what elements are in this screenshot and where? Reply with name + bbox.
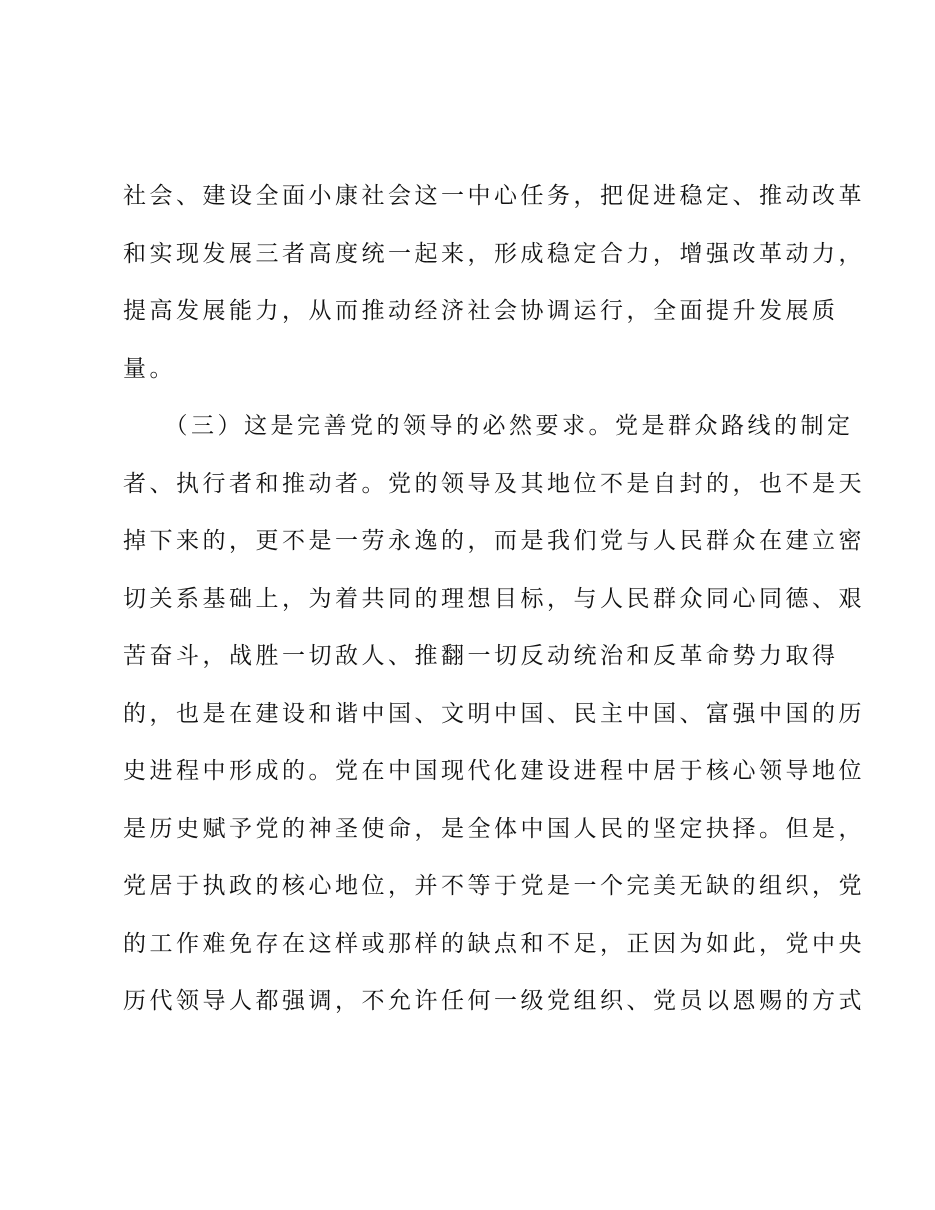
text-line: 提高发展能力，从而推动经济社会协调运行，全面提升发展质 <box>123 298 839 324</box>
text-line: 的，也是在建设和谐中国、文明中国、民主中国、富强中国的历 <box>123 700 865 727</box>
text-line: 历代领导人都强调，不允许任何一级党组织、党员以恩赐的方式 <box>123 988 865 1014</box>
text-line: 切关系基础上，为着共同的理想目标，与人民群众同心同德、艰 <box>123 585 865 612</box>
text-line: 党居于执政的核心地位，并不等于党是一个完美无缺的组织，党 <box>123 873 865 899</box>
section-heading-line: （三）这是完善党的领导的必然要求。党是群众路线的制定 <box>123 413 854 439</box>
text-line: 苦奋斗，战胜一切敌人、推翻一切反动统治和反革命势力取得 <box>123 643 839 669</box>
text-line: 者、执行者和推动者。党的领导及其地位不是自封的，也不是天 <box>123 470 865 497</box>
text-line: 量。 <box>123 355 176 382</box>
text-line: 和实现发展三者高度统一起来，形成稳定合力，增强改革动力， <box>123 240 865 267</box>
text-line: 是历史赋予党的神圣使命，是全体中国人民的坚定抉择。但是， <box>123 815 865 842</box>
body-text <box>123 174 865 1037</box>
text-line: 掉下来的，更不是一劳永逸的，而是我们党与人民群众在建立密 <box>123 528 865 554</box>
text-line: 史进程中形成的。党在中国现代化建设进程中居于核心领导地位 <box>123 758 865 784</box>
text-line: 社会、建设全面小康社会这一中心任务，把促进稳定、推动改革 <box>123 183 865 209</box>
text-line: 的工作难免存在这样或那样的缺点和不足，正因为如此，党中央 <box>123 930 865 957</box>
